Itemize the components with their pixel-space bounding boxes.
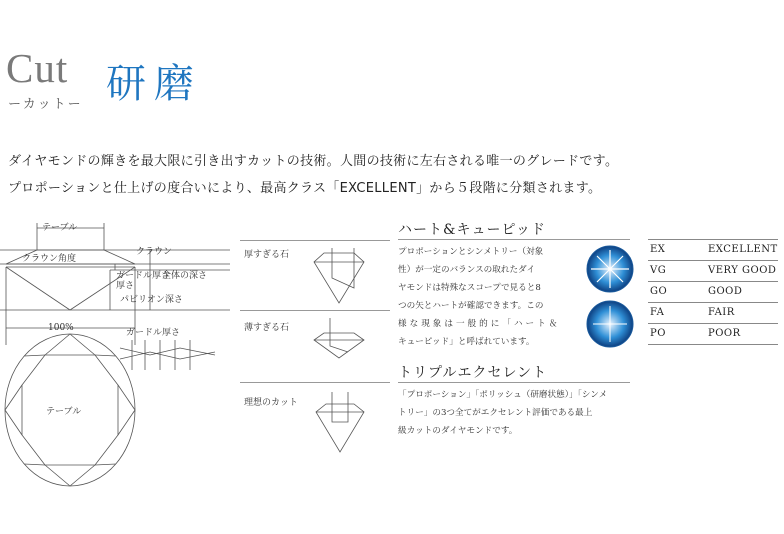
label-table-topview: テーブル: [46, 407, 82, 417]
hearts-line: 性）が一定のバランスの取れたダイ: [398, 265, 536, 275]
label-ideal: 理想のカット: [244, 398, 298, 408]
label-thickness-suffix: 厚さ: [116, 281, 135, 291]
grade-code: FA: [650, 307, 665, 318]
hearts-line: つの矢とハートが確認できます。この: [398, 301, 544, 311]
label-table: テーブル: [42, 223, 78, 233]
grade-name: POOR: [708, 328, 741, 339]
title-kana: ーカットー: [8, 97, 83, 112]
grade-code: PO: [650, 328, 666, 339]
too-thick-diagram: [314, 248, 374, 308]
hearts-cupid-heading: ハート&キューピッド: [398, 222, 546, 238]
hearts-line: キューピッド」と呼ばれています。: [398, 337, 535, 347]
divider: [240, 310, 390, 311]
too-thin-diagram: [314, 318, 374, 378]
hearts-cupid-text: [398, 243, 560, 351]
grade-row: [648, 303, 778, 324]
grade-code: EX: [650, 244, 666, 255]
triple-line: 級カットのダイヤモンドです。: [398, 426, 518, 436]
triple-line: トリー」の3つ全てがエクセレント評価である最上: [398, 408, 593, 418]
ideal-cut-diagram: [314, 392, 374, 462]
grade-code: GO: [650, 286, 668, 297]
label-total-depth: 全体の深さ: [162, 271, 208, 281]
hearts-line: ヤモンドは特殊なスコープで見ると8: [398, 283, 541, 293]
grade-row: [648, 239, 778, 261]
grade-name: GOOD: [708, 286, 743, 297]
grade-name: FAIR: [708, 307, 735, 318]
triple-excellent-text: [398, 386, 607, 440]
label-girdle-thickness-detail: ガードル厚さ: [126, 328, 181, 338]
grade-code: VG: [650, 265, 667, 276]
divider: [398, 239, 630, 240]
grade-table: [648, 239, 778, 345]
grade-row: [648, 324, 778, 345]
hearts-line: プロポーションとシンメトリー（対象: [398, 247, 544, 257]
grade-name: VERY GOOD: [708, 265, 777, 276]
triple-excellent-heading: トリプルエクセレント: [398, 365, 548, 381]
label-too-thin: 薄すぎる石: [244, 323, 290, 333]
grade-row: [648, 282, 778, 303]
diamond-hearts-images: [585, 244, 635, 354]
divider: [240, 382, 390, 383]
divider: [398, 382, 630, 383]
title-english: Cut: [6, 45, 69, 91]
label-100-percent: 100%: [48, 323, 74, 333]
intro-line-1: ダイヤモンドの輝きを最大限に引き出すカットの技術。人間の技術に左右される唯一のグレードです。: [8, 154, 619, 169]
label-crown: クラウン: [136, 247, 173, 257]
label-too-thick: 厚すぎる石: [244, 250, 290, 260]
divider: [240, 240, 390, 241]
title-japanese: 研磨: [106, 61, 202, 107]
triple-line: 「プロポーション」「ポリッシュ（研磨状態）」「シンメ: [398, 390, 608, 400]
label-pavilion-depth: パビリオン深さ: [120, 295, 183, 305]
grade-name: EXCELLENT: [708, 244, 778, 255]
intro-line-2: プロポーションと仕上げの度合いにより、最高クラス「EXCELLENT」から５段階に分類されます。: [8, 181, 602, 196]
label-crown-angle: クラウン角度: [22, 254, 77, 264]
grade-row: [648, 261, 778, 282]
hearts-line: 様な現象は一般的に「ハート＆: [398, 319, 561, 329]
label-girdle-thickness: ガードル厚さ: [116, 271, 171, 281]
